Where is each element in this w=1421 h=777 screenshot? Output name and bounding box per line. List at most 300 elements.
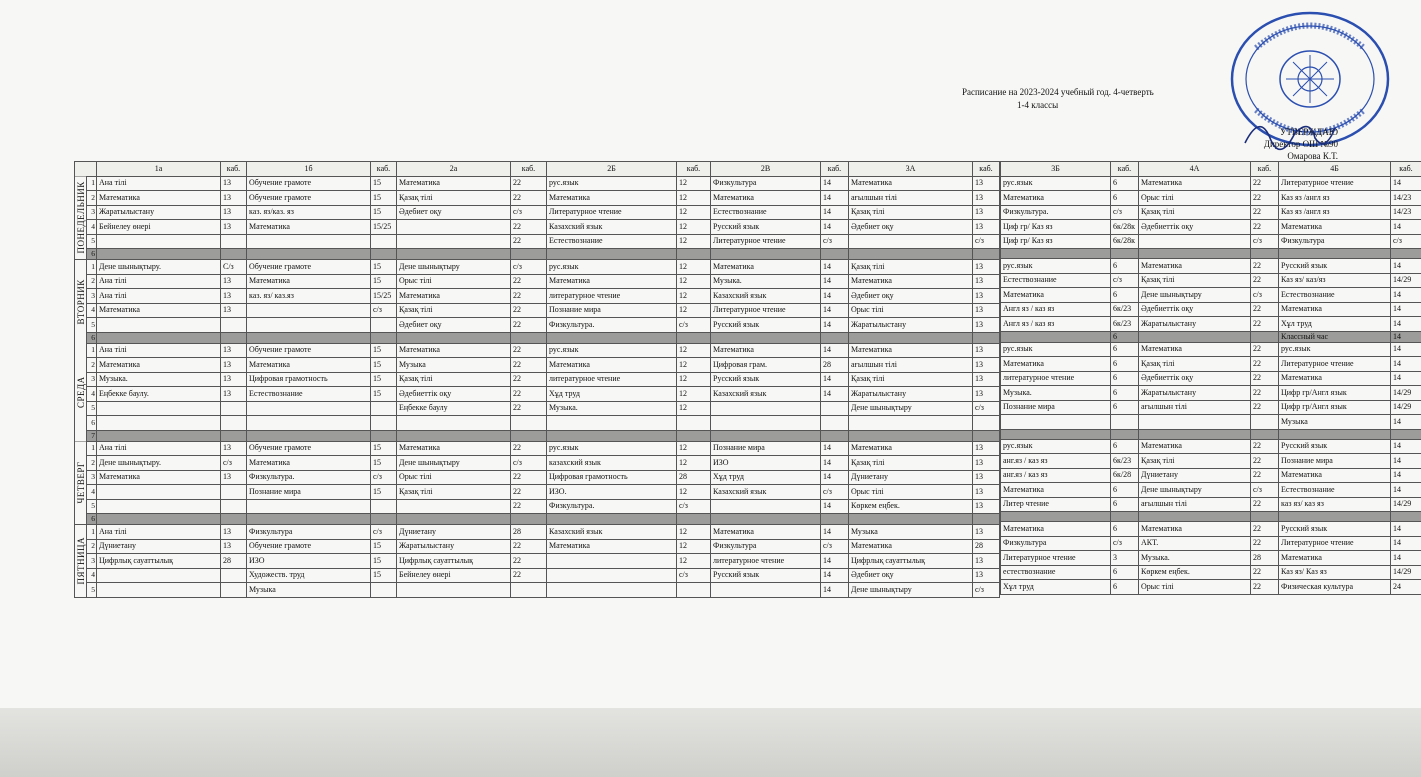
room-cell: 12 [677,343,711,358]
room-cell: 13 [221,343,247,358]
table-surface [0,708,1421,777]
room-cell [371,583,397,598]
room-cell [221,234,247,249]
subject-cell: ағылшын тілі [849,358,973,373]
room-cell: 6 [1111,191,1139,206]
subject-cell [397,249,511,260]
subject-cell: Жаратылыстану [849,387,973,402]
subject-cell: литературное чтение [1001,371,1111,386]
room-cell: с/з [821,539,849,554]
lesson-number: 5 [87,318,97,333]
lesson-number: 5 [87,499,97,514]
subject-cell: Казахский язык [711,387,821,402]
subject-cell: Естествознание [247,387,371,402]
subject-cell: Математика [247,358,371,373]
room-cell: 22 [511,289,547,304]
schedule-table-right [1000,161,1421,595]
subject-cell [247,416,371,431]
subject-cell [711,416,821,431]
subject-cell: Бейнелеу өнері [397,568,511,583]
subject-cell: литературное чтение [711,554,821,569]
room-cell: 13 [973,470,1000,485]
table-row [1001,439,1421,454]
lesson-number: 4 [87,220,97,235]
subject-cell: Математика [1001,288,1111,303]
lesson-number: 3 [87,470,97,485]
room-cell: 22 [511,358,547,373]
room-cell: 15 [371,205,397,220]
room-cell: 13 [221,303,247,318]
signature-icon [1240,108,1340,158]
subject-cell: Физкультура. [1001,205,1111,220]
room-cell: с/з [677,568,711,583]
subject-cell: Математика [849,176,973,191]
room-cell [677,514,711,525]
room-cell: 24 [1391,580,1421,595]
subject-cell [547,249,677,260]
room-cell: 12 [677,485,711,500]
subject-cell: Литературное чтение [1279,357,1391,372]
room-cell: 12 [677,456,711,471]
subject-cell [711,430,821,441]
table-row [1001,234,1421,249]
subject-cell: Көркем еңбек. [849,499,973,514]
room-cell: 28 [677,470,711,485]
subject-cell: Дүниетану [1139,468,1251,483]
room-cell: 14 [1391,454,1421,469]
room-cell: 22 [511,274,547,289]
table-row [1001,551,1421,566]
subject-cell: Математика [849,539,973,554]
room-cell: 14 [1391,331,1421,342]
room-cell [677,332,711,343]
day-label: ПОНЕДЕЛЬНИК [75,176,87,260]
room-cell: 14 [821,456,849,471]
room-cell: 6 [1111,259,1139,274]
room-cell: 13 [973,456,1000,471]
subject-cell: Естествознание [711,205,821,220]
table-row [75,456,1000,471]
room-cell: 28 [973,539,1000,554]
subject-cell: Литературное чтение [711,234,821,249]
subject-cell [547,583,677,598]
subject-cell: Русский язык [1279,439,1391,454]
room-cell: 22 [1251,454,1279,469]
subject-cell: Казахский язык [711,485,821,500]
subject-cell: Обучение грамоте [247,343,371,358]
subject-cell: рус.язык [1001,176,1111,191]
subject-cell: Қазақ тілі [849,372,973,387]
room-cell: 22 [1251,497,1279,512]
subject-cell: Цифровая грамотность [547,470,677,485]
subject-cell [247,499,371,514]
room-cell: 14/29 [1391,497,1421,512]
room-cell: 13 [973,568,1000,583]
subject-cell [711,401,821,416]
room-cell: 13 [221,191,247,206]
room-cell: 22 [1251,565,1279,580]
table-row [1001,415,1421,430]
column-header: 4Б [1279,162,1391,177]
lesson-number: 1 [87,525,97,540]
room-cell: с/з [973,401,1000,416]
room-cell [221,416,247,431]
subject-cell: рус.язык [1279,342,1391,357]
subject-cell: Русский язык [1279,259,1391,274]
subject-cell: Қазақ тілі [849,456,973,471]
subject-cell [97,401,221,416]
room-cell: 15 [371,554,397,569]
subject-cell: Әдебиет оқу [397,205,511,220]
subject-cell: рус.язык [547,260,677,275]
room-cell: 14 [1391,551,1421,566]
subject-cell [97,568,221,583]
subject-cell: Математика [1279,302,1391,317]
table-row [1001,357,1421,372]
subject-cell [397,220,511,235]
subject-cell: Дене шынықтыру [849,401,973,416]
room-cell: 12 [677,289,711,304]
room-cell [371,430,397,441]
room-cell: с/з [511,260,547,275]
subject-cell [97,485,221,500]
lesson-number: 7 [87,430,97,441]
subject-cell [547,416,677,431]
subject-cell: Математика [397,441,511,456]
room-cell: 13 [221,176,247,191]
room-cell: 14 [821,289,849,304]
subject-cell: Әдебиеттік оқу [397,387,511,402]
table-row [1001,249,1421,259]
room-cell [221,318,247,333]
room-cell: 13 [973,485,1000,500]
room-cell [221,249,247,260]
subject-cell [1279,429,1391,439]
table-row [75,220,1000,235]
room-cell: 14 [821,568,849,583]
room-cell: 15 [371,568,397,583]
room-cell: 14/29 [1391,386,1421,401]
room-cell [821,249,849,260]
subject-cell: Казахский язык [547,525,677,540]
lesson-number: 1 [87,343,97,358]
subject-cell: Цифр гр/Англ язык [1279,386,1391,401]
room-cell: 15/25 [371,289,397,304]
subject-cell [247,401,371,416]
subject-cell: Музыка [1279,415,1391,430]
subject-cell: Цифровая грам. [711,358,821,373]
room-cell: 12 [677,539,711,554]
room-cell: 14 [1391,288,1421,303]
table-row [75,441,1000,456]
subject-cell: Дене шынықтыру [1139,288,1251,303]
room-cell: 22 [511,554,547,569]
subject-cell: Физкультура [711,176,821,191]
subject-cell [97,514,221,525]
subject-cell: Жаратылыстану [1139,317,1251,332]
room-cell: 14 [1391,302,1421,317]
subject-cell: Музыка. [97,372,221,387]
subject-cell [247,303,371,318]
room-cell: 22 [1251,386,1279,401]
approval-line: УТВЕРЖДАЮ [1279,127,1338,137]
room-cell [821,514,849,525]
room-cell: 14 [821,554,849,569]
room-cell: 6к/23 [1111,454,1139,469]
subject-cell: Познание мира [247,485,371,500]
lesson-number: 4 [87,485,97,500]
room-cell: с/з [1111,205,1139,220]
subject-cell: Музыка [397,358,511,373]
table-row [1001,386,1421,401]
subject-cell: Математика [1001,357,1111,372]
table-row [1001,468,1421,483]
table-row [1001,220,1421,235]
subject-cell: Ана тілі [97,289,221,304]
subject-cell: рус.язык [547,343,677,358]
room-cell [1111,512,1139,522]
room-cell: 15/25 [371,220,397,235]
table-row [1001,522,1421,537]
subject-cell: Ана тілі [97,525,221,540]
room-cell: 6к/28к [1111,234,1139,249]
subject-cell [97,416,221,431]
subject-cell: Жаратылыстану [849,318,973,333]
room-cell: 15 [371,456,397,471]
subject-cell: Математика [849,274,973,289]
subject-cell: Литературное чтение [1001,551,1111,566]
room-cell: 6 [1111,483,1139,498]
table-row [75,430,1000,441]
subject-cell: Математика [547,274,677,289]
subject-cell [1001,331,1111,342]
room-cell: с/з [371,470,397,485]
room-cell: 14 [821,303,849,318]
room-cell: 28 [221,554,247,569]
subject-cell [1139,249,1251,259]
subject-cell: рус.язык [1001,342,1111,357]
lesson-number: 1 [87,260,97,275]
room-cell: 22 [511,470,547,485]
subject-cell: Математика [1139,176,1251,191]
subject-cell [97,332,221,343]
lesson-number: 5 [87,583,97,598]
lesson-number: 3 [87,289,97,304]
room-cell: 6 [1111,342,1139,357]
subject-cell [711,332,821,343]
subject-cell [247,514,371,525]
table-row [75,358,1000,373]
lesson-number: 1 [87,441,97,456]
room-cell: 14 [1391,522,1421,537]
day-label: СРЕДА [75,343,87,441]
subject-cell: рус.язык [1001,259,1111,274]
subject-cell: рус.язык [1001,439,1111,454]
room-cell [511,430,547,441]
room-cell [1111,415,1139,430]
subject-cell: каз. яз/ каз.яз [247,289,371,304]
room-cell: 13 [221,470,247,485]
subject-cell [397,416,511,431]
table-row [75,485,1000,500]
room-cell: 12 [677,372,711,387]
subject-cell: каз. яз/каз. яз [247,205,371,220]
room-cell: 13 [221,525,247,540]
column-header: 1б [247,162,371,177]
room-cell: 22 [511,234,547,249]
room-cell: 14 [1391,176,1421,191]
room-cell: 14 [821,387,849,402]
subject-cell: Обучение грамоте [247,441,371,456]
subject-cell [849,430,973,441]
room-cell: 14 [821,191,849,206]
room-cell: 22 [1251,205,1279,220]
table-row [75,191,1000,206]
room-cell: 14 [821,318,849,333]
subject-cell: Математика [1001,483,1111,498]
subject-cell: ағылшын тілі [1139,497,1251,512]
room-cell: 6к/23 [1111,317,1139,332]
room-cell: 22 [511,303,547,318]
table-row [1001,205,1421,220]
column-header: 2В [711,162,821,177]
subject-cell [849,234,973,249]
room-cell: 12 [677,303,711,318]
room-cell: 22 [1251,342,1279,357]
subject-cell: АКТ. [1139,536,1251,551]
subject-cell [849,332,973,343]
subject-cell: Жаратылыстану [1139,386,1251,401]
room-cell: с/з [1391,234,1421,249]
room-cell: 15 [371,358,397,373]
room-cell [221,401,247,416]
room-cell: 12 [677,220,711,235]
subject-cell: Әдебиеттік оқу [1139,302,1251,317]
subject-cell: Қазақ тілі [849,260,973,275]
column-header: каб. [973,162,1000,177]
table-row [1001,536,1421,551]
subject-cell: Математика [97,358,221,373]
room-cell: 13 [221,372,247,387]
room-cell: 22 [511,539,547,554]
subject-cell: Орыс тілі [397,470,511,485]
subject-cell: Жаратылыстану [397,539,511,554]
subject-cell: Музыка. [547,401,677,416]
page-title: Расписание на 2023-2024 учебный год. 4-четверть [962,87,1154,97]
subject-cell [397,332,511,343]
room-cell: 6 [1111,331,1139,342]
subject-cell [1001,429,1111,439]
approval-line: Директор ОШ №90 [1263,139,1338,149]
column-header: каб. [821,162,849,177]
subject-cell: Дене шынықтыру. [97,456,221,471]
table-row [1001,565,1421,580]
room-cell: 22 [511,387,547,402]
room-cell [677,583,711,598]
subject-cell: Ана тілі [97,176,221,191]
subject-cell: Обучение грамоте [247,191,371,206]
room-cell: 22 [511,499,547,514]
column-header: каб. [221,162,247,177]
room-cell: с/з [973,234,1000,249]
room-cell: 14 [821,470,849,485]
room-cell: 22 [511,441,547,456]
room-cell: 13 [973,303,1000,318]
subject-cell: Ана тілі [97,274,221,289]
room-cell: 22 [511,176,547,191]
table-row [1001,342,1421,357]
room-cell: с/з [677,318,711,333]
subject-cell: литературное чтение [547,372,677,387]
room-cell: 13 [973,260,1000,275]
subject-cell: Музыка. [1139,551,1251,566]
room-cell: 13 [973,387,1000,402]
column-header: 3Б [1001,162,1111,177]
table-row [75,539,1000,554]
room-cell: 12 [677,274,711,289]
table-header-row [1001,162,1421,177]
room-cell [221,485,247,500]
table-row [1001,454,1421,469]
subject-cell [397,430,511,441]
room-cell: 12 [677,525,711,540]
room-cell: 14 [821,260,849,275]
room-cell [371,416,397,431]
room-cell: С/з [221,260,247,275]
room-cell: 15 [371,372,397,387]
subject-cell: Математика [1139,439,1251,454]
room-cell [1111,249,1139,259]
table-row [75,176,1000,191]
subject-cell: ИЗО. [547,485,677,500]
room-cell: 12 [677,441,711,456]
subject-cell [547,430,677,441]
room-cell [973,249,1000,260]
room-cell [1251,331,1279,342]
subject-cell: Әдебиеттік оқу [1139,220,1251,235]
room-cell [511,332,547,343]
subject-cell: каз яз/ каз яз [1279,497,1391,512]
room-cell: 13 [973,191,1000,206]
room-cell: 13 [221,274,247,289]
subject-cell [97,499,221,514]
room-cell: 14 [821,205,849,220]
subject-cell: Познание мира [1279,454,1391,469]
room-cell [1251,249,1279,259]
subject-cell [1001,512,1111,522]
subject-cell: Музыка. [711,274,821,289]
subject-cell: Дене шынықтыру [397,456,511,471]
room-cell: 15 [371,260,397,275]
room-cell [1251,512,1279,522]
room-cell: 13 [221,387,247,402]
room-cell: 13 [973,220,1000,235]
room-cell: 22 [511,372,547,387]
room-cell: 6 [1111,400,1139,415]
room-cell: 13 [221,289,247,304]
column-header: каб. [677,162,711,177]
room-cell: 6 [1111,288,1139,303]
table-row [75,401,1000,416]
subject-cell [547,514,677,525]
subject-cell [97,234,221,249]
subject-cell [849,249,973,260]
subject-cell: Познание мира [547,303,677,318]
room-cell [1391,512,1421,522]
subject-cell: Орыс тілі [849,303,973,318]
room-cell: с/з [371,525,397,540]
room-cell [371,499,397,514]
